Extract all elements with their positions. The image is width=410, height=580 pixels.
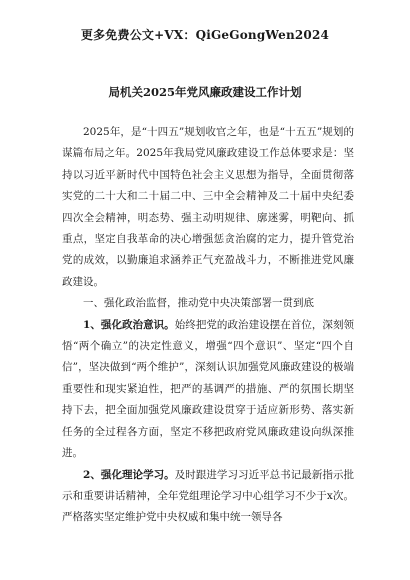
item-lead-1: 1、强化政治意识。 (83, 318, 175, 331)
intro-paragraph: 2025年，是“十四五”规划收官之年，也是“十五五”规划的谋篇布局之年。2025年我局党风廉政建设工作总体要求是：坚持以习近平新时代中国特色社会主义思想为指导，全面贯彻落实党的二十大和二十届二中、三中全会精神及二十届中央纪委四次全会精神，明态势、强主动明规律、廓迷雾，明靶向、抓重点，坚定自我革命的决心增强惩贪治腐的定力，提升管党治党的成效，以勤廉追求涵养正气充盈战斗力，不断推进党风廉政建设。 (62, 126, 354, 288)
item-text-1: 始终把党的政治建设摆在首位，深刻领悟“两个确立”的决定性意义，增强“四个意识”、坚定“四个自信”，坚决做到“两个维护”，深刻认识加强党风廉政建设的极端重要性和现实紧迫性，把严的基调严的措施、严的氛围长期坚持下去，把全面加强党风廉政建设贯穿于适应新形势、落实新任务的全过程各方面，坚定不移把政府党风廉政建设向纵深推进。 (62, 318, 354, 460)
item-text-2: 及时跟进学习习近平总书记最新指示批示和重要讲话精神，全年党组理论学习中心组学习不少于x次。严格落实坚定维护党中央权威和集中统一领导各 (62, 468, 354, 524)
promo-header: 更多免费公文+VX：QiGeGongWen2024 (80, 28, 330, 42)
item-paragraph-1 (62, 315, 354, 465)
document-body (62, 122, 354, 529)
section-heading-1: 一、强化政治监督，推动党中央决策部署一贯到底 (83, 297, 314, 310)
document-title: 局机关2025年党风廉政建设工作计划 (108, 85, 302, 99)
item-lead-2: 2、强化理论学习。 (83, 468, 175, 481)
item-paragraph-2 (62, 465, 354, 529)
